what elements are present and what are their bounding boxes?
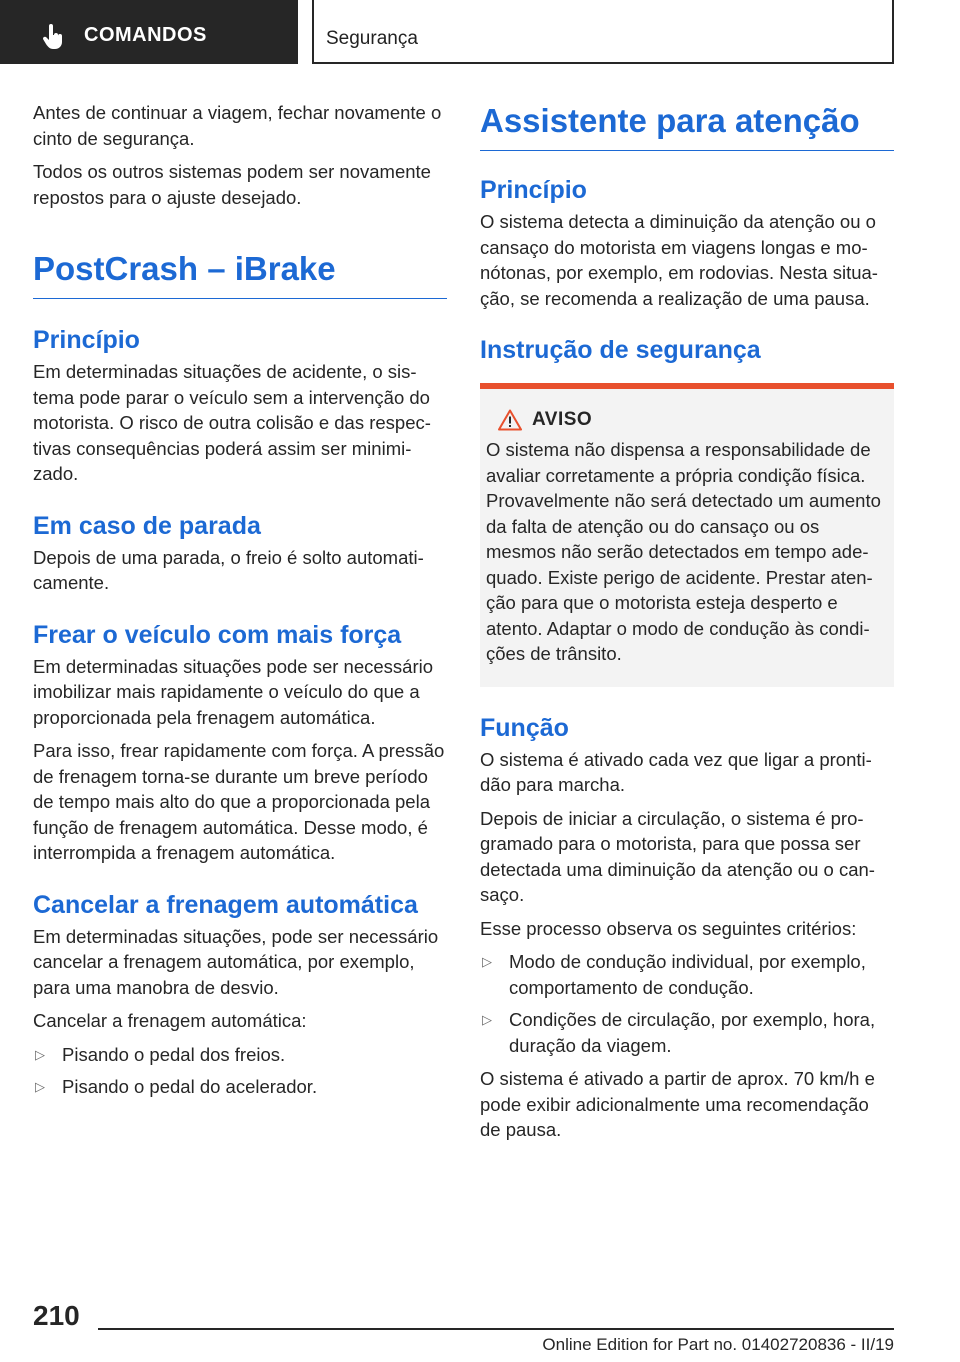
triangle-bullet-icon: ▷ <box>35 1046 45 1062</box>
chapter-tab-label: COMANDOS <box>84 24 207 46</box>
list-item-text: Pisando o pedal do acelerador. <box>62 1076 318 1097</box>
footer-divider <box>98 1328 894 1330</box>
warning-box <box>480 383 894 687</box>
warning-triangle-icon <box>498 409 522 431</box>
triangle-bullet-icon: ▷ <box>482 1012 492 1027</box>
list-item-text: Condições de circulação, por exemplo, hora, duração da viagem. <box>509 1009 876 1056</box>
funcao-paragraph-2: Depois de iniciar a circulação, o sistema é programado para o motorista, para que possa ser detectada uma diminuição da atenção ou o cansaço. <box>480 807 875 905</box>
funcao-heading: Função <box>480 713 569 742</box>
cancelar-paragraph-1: Em determinadas situações, pode ser necessário cancelar a frenagem automática, por exemplo, para uma manobra de desvio. <box>33 925 439 998</box>
right-column <box>480 100 894 1151</box>
warning-text: O sistema não dispensa a responsabilidade de avaliar corretamente a própria condição física. Provavelmente não será detectado um aumento da falta de atenção ou do cansaço ou os mesmos não serão detectados em tempo adequado. Existe perigo de acidente. Prestar atenção para que o motorista esteja desperto e atento. Adaptar o modo de condução às condições de trânsito. <box>486 439 881 664</box>
assistente-principio-text: O sistema detecta a diminuição da atenção ou o cansaço do motorista em viagens longas e monótonas, por exemplo, em rodovias. Nesta situação, se recomenda a realização de uma pausa. <box>480 211 878 309</box>
triangle-bullet-icon: ▷ <box>35 1079 45 1094</box>
list-item <box>480 1007 894 1058</box>
left-column <box>33 100 447 1108</box>
funcao-paragraph-4: O sistema é ativado a partir de aprox. 70 km/h e pode exibir adicionalmente uma recomendação de pausa. <box>480 1068 875 1140</box>
cancelar-paragraph-2: Cancelar a frenagem automática: <box>33 1010 307 1031</box>
instrucao-heading: Instrução de segurança <box>480 336 761 364</box>
list-item <box>33 1042 447 1068</box>
postcrash-principio-text: Em determinadas situações de acidente, o sistema pode parar o veículo sem a intervenção do motorista. O risco de outra colisão e das respectivas consequências poderá assim ser minimizado. <box>33 361 431 484</box>
frear-paragraph-1: Em determinadas situações pode ser necessário imobilizar mais rapidamente o veículo do que a proporcionada pela frenagem automática. <box>33 655 434 728</box>
funcao-paragraph-3: Esse processo observa os seguintes critérios: <box>480 917 857 939</box>
section-header <box>312 0 894 64</box>
parada-text: Depois de uma parada, o freio é solto automaticamente. <box>33 546 424 593</box>
page-number: 210 <box>33 1300 80 1331</box>
postcrash-title: PostCrash – iBrake <box>33 248 447 299</box>
postcrash-principio-heading: Princípio <box>33 326 140 354</box>
assistente-title: Assistente para atenção <box>480 100 894 151</box>
list-item-text: Pisando o pedal dos freios. <box>62 1043 286 1065</box>
triangle-bullet-icon: ▷ <box>482 954 492 969</box>
chapter-tab[interactable] <box>0 0 298 64</box>
warning-header <box>486 409 886 431</box>
cancelar-heading: Cancelar a frenagem automática <box>33 890 418 919</box>
assistente-principio-heading: Princípio <box>480 176 587 204</box>
list-item <box>480 949 894 1000</box>
frear-paragraph-2: Para isso, frear rapidamente com força. A pressão de frenagem torna-se durante um breve período de tempo mais alto do que a proporcionada pela função de frenagem automática. Desse modo, é interrompida a frenagem automática. <box>33 740 445 863</box>
parada-heading: Em caso de parada <box>33 511 261 540</box>
criterios-list <box>480 949 894 1058</box>
list-item-text: Modo de condução individual, por exemplo, comportamento de condução. <box>509 951 866 998</box>
funcao-paragraph-1: O sistema é ativado cada vez que ligar a prontidão para marcha. <box>480 748 872 795</box>
warning-label: AVISO <box>532 409 593 430</box>
intro-paragraph-2: Todos os outros sistemas podem ser novamente repostos para o ajuste desejado. <box>33 161 431 208</box>
section-header-label: Segurança <box>326 28 418 49</box>
intro-paragraph-1: Antes de continuar a viagem, fechar novamente o cinto de segurança. <box>33 102 442 149</box>
edition-text: Online Edition for Part no. 01402720836 - II/19 <box>542 1335 894 1354</box>
list-item <box>33 1074 447 1100</box>
cancelar-list <box>33 1042 447 1100</box>
hand-pointer-icon <box>42 24 64 50</box>
frear-heading: Frear o veículo com mais força <box>33 620 402 649</box>
